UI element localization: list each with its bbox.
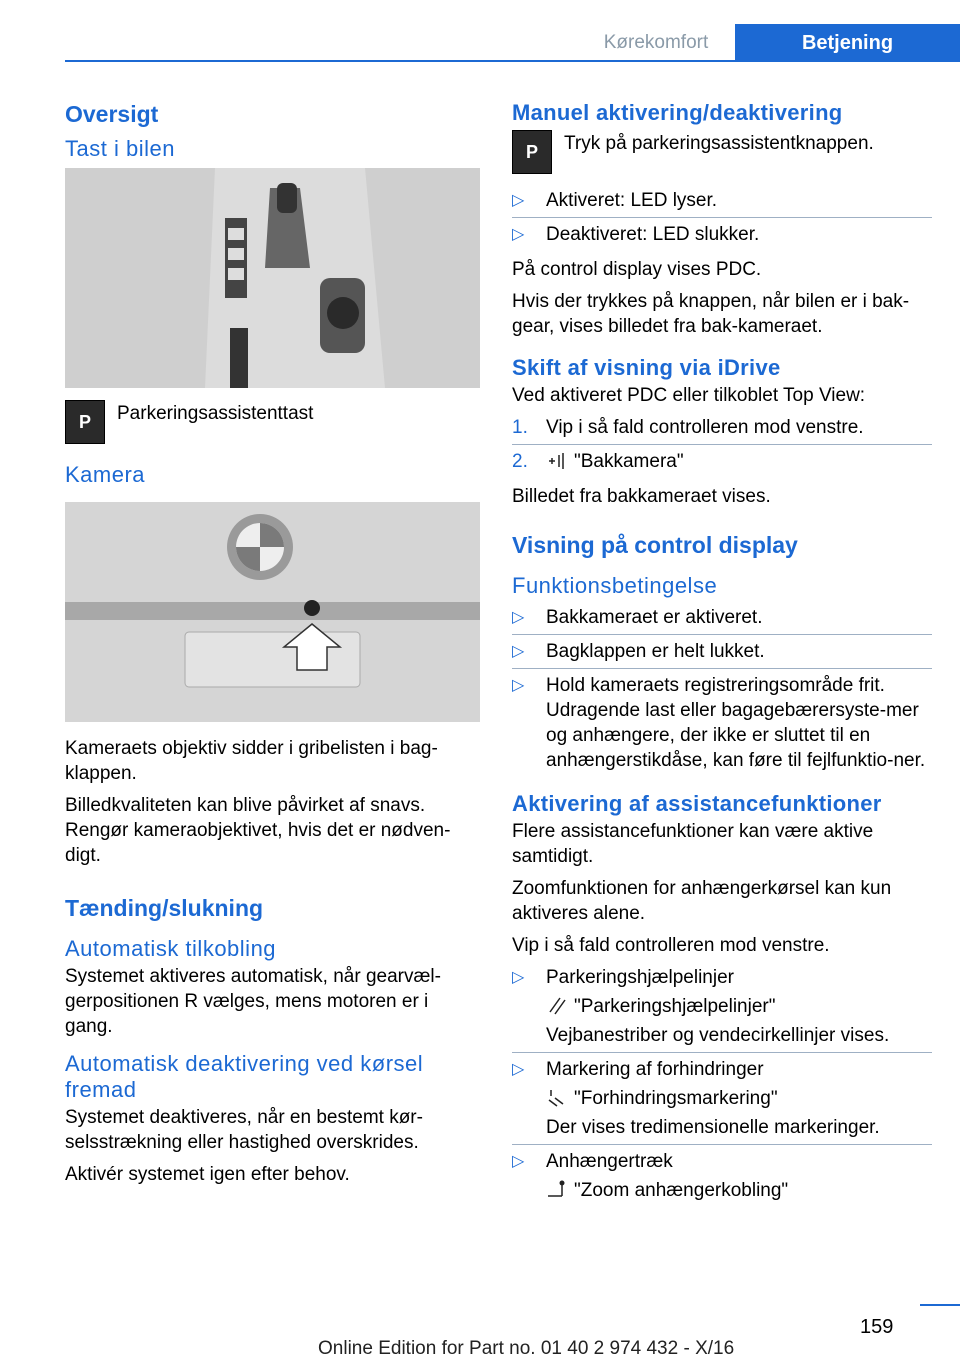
- camera-photo: [65, 502, 480, 722]
- list-item: 2. "Bakkamera": [512, 451, 684, 472]
- subheading-manuel: Manuel aktivering/deaktivering: [512, 100, 843, 125]
- assist-functions-list: [512, 965, 932, 1207]
- trailer-hitch-icon: [546, 1178, 568, 1200]
- subheading-kamera: Kamera: [65, 462, 146, 487]
- list-item: ▷ Anhængertræk "Zoom anhængerkobling": [512, 1149, 932, 1207]
- camera-illustration: [65, 502, 480, 722]
- parking-lines-icon: [546, 994, 568, 1016]
- parking-assist-icon: P: [65, 400, 105, 444]
- page-header: [0, 0, 960, 62]
- interior-illustration: [65, 168, 480, 388]
- camera-paragraph-1: Kameraets objektiv sidder i gribelisten i bag-klappen.: [65, 738, 438, 784]
- list-item: 1. Vip i så fald controlleren mod venstre.: [512, 415, 932, 445]
- pdc-paragraph: På control display vises PDC.: [512, 259, 762, 280]
- assist-paragraph-3: Vip i så fald controlleren mod venstre.: [512, 935, 830, 956]
- list-item: ▷ Markering af forhindringer "Forhindringsmarkering" Der vises tredimensionelle markeringer.: [512, 1057, 932, 1145]
- list-item: ▷ Parkeringshjælpelinjer "Parkeringshjælpelinjer" Vejbanestriber og vendecirkellinjer vises.: [512, 965, 932, 1053]
- subheading-automatisk-deaktivering: Automatisk deaktivering ved kørsel fremad: [65, 1051, 424, 1102]
- auto-off-paragraph-1: Systemet deaktiveres, når en bestemt kør-selsstrækning eller hastighed overskrides.: [65, 1107, 423, 1153]
- heading-visning: Visning på control display: [512, 532, 798, 558]
- reverse-gear-paragraph: Hvis der trykkes på knappen, når bilen er i bak-gear, vises billedet fra bak-kameraet.: [512, 291, 910, 337]
- parking-key-caption: Parkeringsassistenttast: [117, 403, 314, 424]
- list-item: ▷ Hold kameraets registreringsområde frit. Udragende last eller bagagebærersyste-mer og anhængere, der ikke er sluttet til en anhængerstikdåse, kan føre til fejlfunktio-ner.: [512, 673, 932, 777]
- section-tab-korekomfort[interactable]: Kørekomfort: [603, 32, 709, 53]
- header-rule: [65, 60, 960, 62]
- auto-on-paragraph: Systemet aktiveres automatisk, når gearvæl-gerpositionen R vælges, mens motoren er i gang.: [65, 966, 441, 1037]
- assist-paragraph-2: Zoomfunktionen for anhængerkørsel kan kun aktiveres alene.: [512, 878, 892, 924]
- camera-paragraph-2: Billedkvaliteten kan blive påvirket af snavs. Rengør kameraobjektivet, hvis det er nødven-digt.: [65, 795, 451, 866]
- section-tab-betjening[interactable]: Betjening: [735, 24, 960, 62]
- page-number: 159: [860, 1316, 894, 1338]
- heading-oversigt: Oversigt: [65, 101, 159, 127]
- assist-paragraph-1: Flere assistancefunktioner kan være aktive samtidigt.: [512, 821, 874, 867]
- press-instruction-text: Tryk på parkeringsassistentknappen.: [564, 133, 874, 154]
- parking-key-legend: [65, 400, 480, 444]
- obstacle-marking-icon: [546, 1086, 568, 1108]
- right-column: [512, 100, 932, 1213]
- conditions-list: [512, 605, 932, 777]
- subheading-idrive: Skift af visning via iDrive: [512, 355, 781, 380]
- list-item: ▷ Aktiveret: LED lyser.: [512, 188, 932, 218]
- subheading-funktionsbetingelse: Funktionsbetingelse: [512, 573, 718, 598]
- subheading-automatisk-tilkobling: Automatisk tilkobling: [65, 936, 277, 961]
- parking-assist-button-icon: P: [512, 130, 552, 174]
- list-item: ▷ Bakkameraet er aktiveret.: [512, 605, 932, 635]
- led-status-list: [512, 188, 932, 251]
- edition-note: Online Edition for Part no. 01 40 2 974 432 - X/16: [318, 1338, 735, 1359]
- idrive-intro: Ved aktiveret PDC eller tilkoblet Top View:: [512, 385, 866, 406]
- idrive-steps: [512, 415, 932, 478]
- subheading-tast: Tast i bilen: [65, 136, 175, 161]
- list-item: ▷ Deaktiveret: LED slukker.: [512, 222, 932, 251]
- camera-image-paragraph: Billedet fra bakkameraet vises.: [512, 486, 771, 507]
- heading-taending: Tænding/slukning: [65, 895, 264, 921]
- press-instruction: [512, 130, 932, 174]
- footer-rule: [920, 1304, 960, 1306]
- left-column: [65, 100, 480, 1194]
- camera-icon: [546, 449, 568, 471]
- interior-photo: [65, 168, 480, 388]
- list-item: ▷ Bagklappen er helt lukket.: [512, 639, 932, 669]
- subheading-aktivering-assistance: Aktivering af assistancefunktioner: [512, 791, 882, 816]
- auto-off-paragraph-2: Aktivér systemet igen efter behov.: [65, 1164, 350, 1185]
